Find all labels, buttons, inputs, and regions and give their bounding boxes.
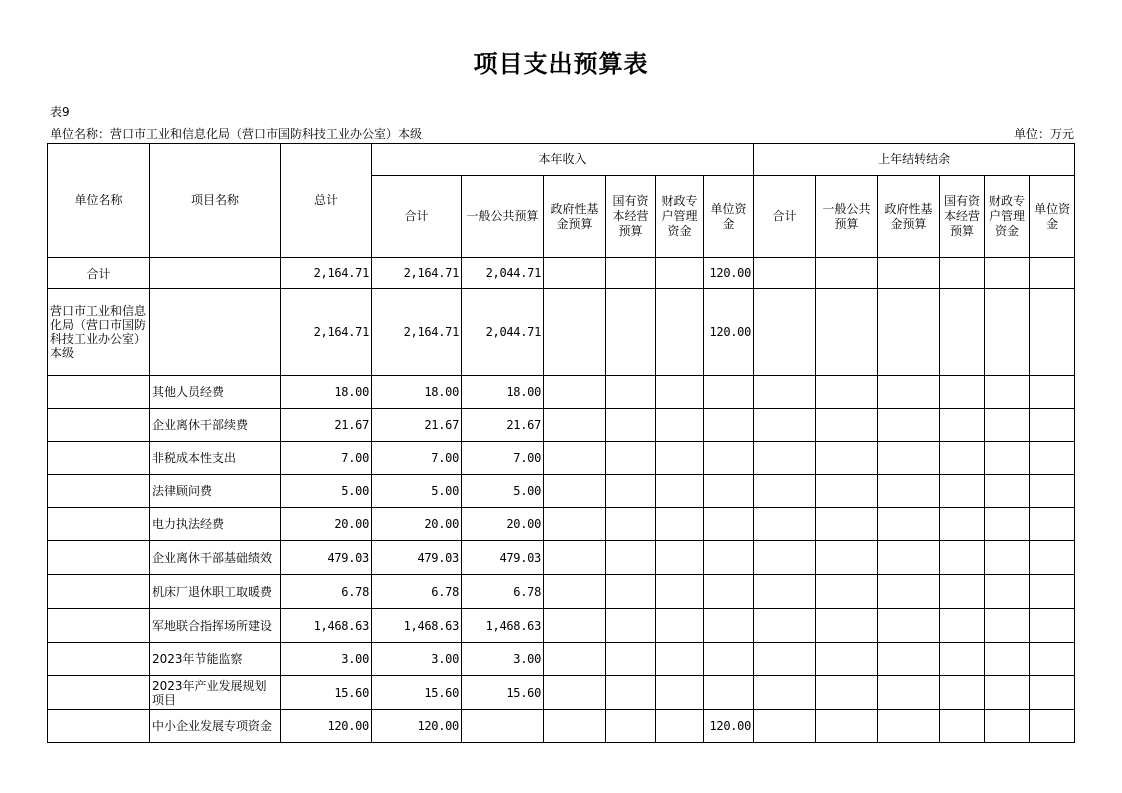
- current-state-capital-cell: [606, 475, 656, 508]
- prev-special-account-cell: [985, 508, 1030, 541]
- prev-special-account-cell: [985, 710, 1030, 743]
- prev-fund-budget-cell: [878, 643, 940, 676]
- total-cell: 15.60: [281, 676, 372, 710]
- current-fund-budget-cell: [544, 609, 606, 643]
- current-special-account-cell: [656, 376, 704, 409]
- current-state-capital-cell: [606, 609, 656, 643]
- current-fund-budget-cell: [544, 442, 606, 475]
- prev-fund-budget-cell: [878, 258, 940, 289]
- current-sum-cell: 2,164.71: [372, 258, 462, 289]
- subheader-prev-3: 国有资本经营预算: [940, 176, 985, 258]
- prev-fund-budget-cell: [878, 442, 940, 475]
- prev-special-account-cell: [985, 475, 1030, 508]
- prev-sum-cell: [754, 475, 816, 508]
- current-fund-budget-cell: [544, 376, 606, 409]
- total-cell: 479.03: [281, 541, 372, 575]
- prev-fund-budget-cell: [878, 475, 940, 508]
- prev-general-budget-cell: [816, 575, 878, 609]
- project-name-cell: 中小企业发展专项资金: [150, 710, 281, 743]
- table-row: [48, 710, 1075, 743]
- current-sum-cell: 479.03: [372, 541, 462, 575]
- current-unit-fund-cell: [704, 376, 754, 409]
- unit-name-label: 单位名称：营口市工业和信息化局（营口市国防科技工业办公室）本级: [50, 127, 423, 141]
- prev-special-account-cell: [985, 258, 1030, 289]
- prev-general-budget-cell: [816, 475, 878, 508]
- prev-general-budget-cell: [816, 643, 878, 676]
- unit-name-cell: [48, 541, 150, 575]
- unit-name-cell: [48, 409, 150, 442]
- prev-special-account-cell: [985, 376, 1030, 409]
- prev-general-budget-cell: [816, 409, 878, 442]
- current-special-account-cell: [656, 710, 704, 743]
- table-row: [48, 258, 1075, 289]
- total-cell: 20.00: [281, 508, 372, 541]
- prev-sum-cell: [754, 643, 816, 676]
- table-row: [48, 643, 1075, 676]
- project-name-cell: 企业离休干部续费: [150, 409, 281, 442]
- prev-fund-budget-cell: [878, 676, 940, 710]
- prev-state-capital-cell: [940, 258, 985, 289]
- prev-state-capital-cell: [940, 575, 985, 609]
- prev-sum-cell: [754, 575, 816, 609]
- unit-name-cell: [48, 575, 150, 609]
- subheader-cur-3: 国有资本经营预算: [606, 176, 656, 258]
- prev-special-account-cell: [985, 676, 1030, 710]
- current-unit-fund-cell: 120.00: [704, 258, 754, 289]
- current-state-capital-cell: [606, 508, 656, 541]
- current-unit-fund-cell: [704, 676, 754, 710]
- current-fund-budget-cell: [544, 676, 606, 710]
- current-general-budget-cell: 7.00: [462, 442, 544, 475]
- prev-unit-fund-cell: [1030, 508, 1075, 541]
- subheader-cur-0: 合计: [372, 176, 462, 258]
- current-general-budget-cell: [462, 710, 544, 743]
- current-sum-cell: 18.00: [372, 376, 462, 409]
- current-fund-budget-cell: [544, 643, 606, 676]
- current-special-account-cell: [656, 541, 704, 575]
- project-name-cell: 机床厂退休职工取暖费: [150, 575, 281, 609]
- prev-unit-fund-cell: [1030, 609, 1075, 643]
- subheader-cur-1: 一般公共预算: [462, 176, 544, 258]
- current-general-budget-cell: 21.67: [462, 409, 544, 442]
- current-special-account-cell: [656, 475, 704, 508]
- total-cell: 2,164.71: [281, 289, 372, 376]
- prev-general-budget-cell: [816, 676, 878, 710]
- current-general-budget-cell: 15.60: [462, 676, 544, 710]
- prev-fund-budget-cell: [878, 541, 940, 575]
- prev-unit-fund-cell: [1030, 376, 1075, 409]
- current-unit-fund-cell: [704, 575, 754, 609]
- prev-sum-cell: [754, 289, 816, 376]
- current-unit-fund-cell: [704, 475, 754, 508]
- current-sum-cell: 15.60: [372, 676, 462, 710]
- current-general-budget-cell: 3.00: [462, 643, 544, 676]
- prev-unit-fund-cell: [1030, 676, 1075, 710]
- current-fund-budget-cell: [544, 289, 606, 376]
- current-special-account-cell: [656, 508, 704, 541]
- current-state-capital-cell: [606, 643, 656, 676]
- prev-state-capital-cell: [940, 289, 985, 376]
- total-cell: 18.00: [281, 376, 372, 409]
- total-cell: 2,164.71: [281, 258, 372, 289]
- current-general-budget-cell: 20.00: [462, 508, 544, 541]
- budget-table: [47, 143, 1075, 743]
- current-special-account-cell: [656, 643, 704, 676]
- current-unit-fund-cell: 120.00: [704, 289, 754, 376]
- current-sum-cell: 1,468.63: [372, 609, 462, 643]
- current-fund-budget-cell: [544, 409, 606, 442]
- prev-state-capital-cell: [940, 442, 985, 475]
- current-general-budget-cell: 18.00: [462, 376, 544, 409]
- subheader-prev-0: 合计: [754, 176, 816, 258]
- prev-state-capital-cell: [940, 409, 985, 442]
- current-special-account-cell: [656, 676, 704, 710]
- header-total: 总计: [281, 144, 372, 258]
- current-state-capital-cell: [606, 676, 656, 710]
- prev-general-budget-cell: [816, 710, 878, 743]
- current-sum-cell: 21.67: [372, 409, 462, 442]
- subheader-prev-2: 政府性基金预算: [878, 176, 940, 258]
- unit-name-cell: [48, 710, 150, 743]
- current-unit-fund-cell: [704, 508, 754, 541]
- prev-fund-budget-cell: [878, 289, 940, 376]
- table-row: [48, 508, 1075, 541]
- current-unit-fund-cell: [704, 442, 754, 475]
- prev-special-account-cell: [985, 409, 1030, 442]
- prev-state-capital-cell: [940, 643, 985, 676]
- current-unit-fund-cell: [704, 541, 754, 575]
- current-unit-fund-cell: [704, 409, 754, 442]
- prev-unit-fund-cell: [1030, 541, 1075, 575]
- table-row: [48, 409, 1075, 442]
- project-name-cell: 电力执法经费: [150, 508, 281, 541]
- project-name-cell: [150, 289, 281, 376]
- current-special-account-cell: [656, 442, 704, 475]
- prev-unit-fund-cell: [1030, 475, 1075, 508]
- project-name-cell: 2023年节能监察: [150, 643, 281, 676]
- current-fund-budget-cell: [544, 258, 606, 289]
- prev-state-capital-cell: [940, 475, 985, 508]
- prev-special-account-cell: [985, 609, 1030, 643]
- subheader-cur-5: 单位资金: [704, 176, 754, 258]
- subheader-prev-4: 财政专户管理资金: [985, 176, 1030, 258]
- prev-sum-cell: [754, 258, 816, 289]
- project-name-cell: [150, 258, 281, 289]
- prev-unit-fund-cell: [1030, 409, 1075, 442]
- prev-sum-cell: [754, 710, 816, 743]
- subheader-cur-4: 财政专户管理资金: [656, 176, 704, 258]
- total-cell: 5.00: [281, 475, 372, 508]
- current-sum-cell: 20.00: [372, 508, 462, 541]
- prev-sum-cell: [754, 541, 816, 575]
- current-state-capital-cell: [606, 575, 656, 609]
- table-number: 表9: [50, 105, 70, 119]
- current-special-account-cell: [656, 575, 704, 609]
- current-sum-cell: 7.00: [372, 442, 462, 475]
- project-name-cell: 军地联合指挥场所建设: [150, 609, 281, 643]
- subheader-cur-2: 政府性基金预算: [544, 176, 606, 258]
- unit-name-cell: [48, 376, 150, 409]
- prev-sum-cell: [754, 676, 816, 710]
- prev-general-budget-cell: [816, 442, 878, 475]
- current-general-budget-cell: 5.00: [462, 475, 544, 508]
- unit-name-cell: [48, 609, 150, 643]
- subheader-prev-1: 一般公共预算: [816, 176, 878, 258]
- prev-sum-cell: [754, 409, 816, 442]
- prev-unit-fund-cell: [1030, 442, 1075, 475]
- total-cell: 120.00: [281, 710, 372, 743]
- current-state-capital-cell: [606, 442, 656, 475]
- unit-name-cell: [48, 442, 150, 475]
- header-unit-name: 单位名称: [48, 144, 150, 258]
- current-state-capital-cell: [606, 258, 656, 289]
- unit-name-cell: [48, 676, 150, 710]
- header-carry-over: 上年结转结余: [754, 144, 1075, 176]
- current-general-budget-cell: 6.78: [462, 575, 544, 609]
- current-fund-budget-cell: [544, 541, 606, 575]
- prev-unit-fund-cell: [1030, 710, 1075, 743]
- prev-general-budget-cell: [816, 376, 878, 409]
- table-row: [48, 475, 1075, 508]
- current-unit-fund-cell: [704, 643, 754, 676]
- prev-general-budget-cell: [816, 541, 878, 575]
- prev-general-budget-cell: [816, 289, 878, 376]
- current-state-capital-cell: [606, 409, 656, 442]
- table-row: [48, 676, 1075, 710]
- prev-state-capital-cell: [940, 541, 985, 575]
- table-row: [48, 376, 1075, 409]
- subheader-prev-5: 单位资金: [1030, 176, 1075, 258]
- current-unit-fund-cell: [704, 609, 754, 643]
- prev-special-account-cell: [985, 442, 1030, 475]
- prev-fund-budget-cell: [878, 409, 940, 442]
- prev-state-capital-cell: [940, 609, 985, 643]
- header-project-name: 项目名称: [150, 144, 281, 258]
- project-name-cell: 2023年产业发展规划项目: [150, 676, 281, 710]
- table-body: [48, 258, 1075, 743]
- total-cell: 21.67: [281, 409, 372, 442]
- page-title: 项目支出预算表: [473, 50, 649, 78]
- current-general-budget-cell: 479.03: [462, 541, 544, 575]
- prev-fund-budget-cell: [878, 575, 940, 609]
- prev-fund-budget-cell: [878, 376, 940, 409]
- current-general-budget-cell: 2,044.71: [462, 258, 544, 289]
- currency-unit-label: 单位：万元: [1013, 127, 1074, 141]
- current-special-account-cell: [656, 409, 704, 442]
- current-general-budget-cell: 2,044.71: [462, 289, 544, 376]
- current-state-capital-cell: [606, 541, 656, 575]
- prev-special-account-cell: [985, 289, 1030, 376]
- current-special-account-cell: [656, 258, 704, 289]
- unit-name-cell: 合计: [48, 258, 150, 289]
- prev-special-account-cell: [985, 575, 1030, 609]
- current-general-budget-cell: 1,468.63: [462, 609, 544, 643]
- current-sum-cell: 5.00: [372, 475, 462, 508]
- unit-name-cell: [48, 475, 150, 508]
- current-special-account-cell: [656, 289, 704, 376]
- table-row: [48, 442, 1075, 475]
- project-name-cell: 非税成本性支出: [150, 442, 281, 475]
- table-row: [48, 289, 1075, 376]
- prev-sum-cell: [754, 508, 816, 541]
- prev-state-capital-cell: [940, 376, 985, 409]
- current-sum-cell: 120.00: [372, 710, 462, 743]
- current-sum-cell: 6.78: [372, 575, 462, 609]
- current-sum-cell: 3.00: [372, 643, 462, 676]
- prev-state-capital-cell: [940, 676, 985, 710]
- table-row: [48, 575, 1075, 609]
- header-current-income: 本年收入: [372, 144, 754, 176]
- prev-unit-fund-cell: [1030, 258, 1075, 289]
- project-name-cell: 其他人员经费: [150, 376, 281, 409]
- current-fund-budget-cell: [544, 575, 606, 609]
- total-cell: 6.78: [281, 575, 372, 609]
- prev-unit-fund-cell: [1030, 643, 1075, 676]
- prev-unit-fund-cell: [1030, 575, 1075, 609]
- prev-sum-cell: [754, 442, 816, 475]
- prev-fund-budget-cell: [878, 508, 940, 541]
- prev-sum-cell: [754, 376, 816, 409]
- unit-name-cell: 营口市工业和信息化局（营口市国防科技工业办公室）本级: [48, 289, 150, 376]
- prev-special-account-cell: [985, 643, 1030, 676]
- table-row: [48, 541, 1075, 575]
- prev-state-capital-cell: [940, 710, 985, 743]
- prev-special-account-cell: [985, 541, 1030, 575]
- prev-unit-fund-cell: [1030, 289, 1075, 376]
- total-cell: 7.00: [281, 442, 372, 475]
- current-fund-budget-cell: [544, 508, 606, 541]
- current-state-capital-cell: [606, 710, 656, 743]
- table-row: [48, 609, 1075, 643]
- prev-fund-budget-cell: [878, 710, 940, 743]
- unit-name-cell: [48, 643, 150, 676]
- current-state-capital-cell: [606, 289, 656, 376]
- prev-general-budget-cell: [816, 258, 878, 289]
- current-state-capital-cell: [606, 376, 656, 409]
- project-name-cell: 企业离休干部基础绩效: [150, 541, 281, 575]
- current-special-account-cell: [656, 609, 704, 643]
- prev-fund-budget-cell: [878, 609, 940, 643]
- prev-general-budget-cell: [816, 508, 878, 541]
- prev-sum-cell: [754, 609, 816, 643]
- current-sum-cell: 2,164.71: [372, 289, 462, 376]
- unit-name-cell: [48, 508, 150, 541]
- project-name-cell: 法律顾问费: [150, 475, 281, 508]
- current-fund-budget-cell: [544, 475, 606, 508]
- prev-state-capital-cell: [940, 508, 985, 541]
- prev-general-budget-cell: [816, 609, 878, 643]
- total-cell: 1,468.63: [281, 609, 372, 643]
- current-fund-budget-cell: [544, 710, 606, 743]
- total-cell: 3.00: [281, 643, 372, 676]
- current-unit-fund-cell: 120.00: [704, 710, 754, 743]
